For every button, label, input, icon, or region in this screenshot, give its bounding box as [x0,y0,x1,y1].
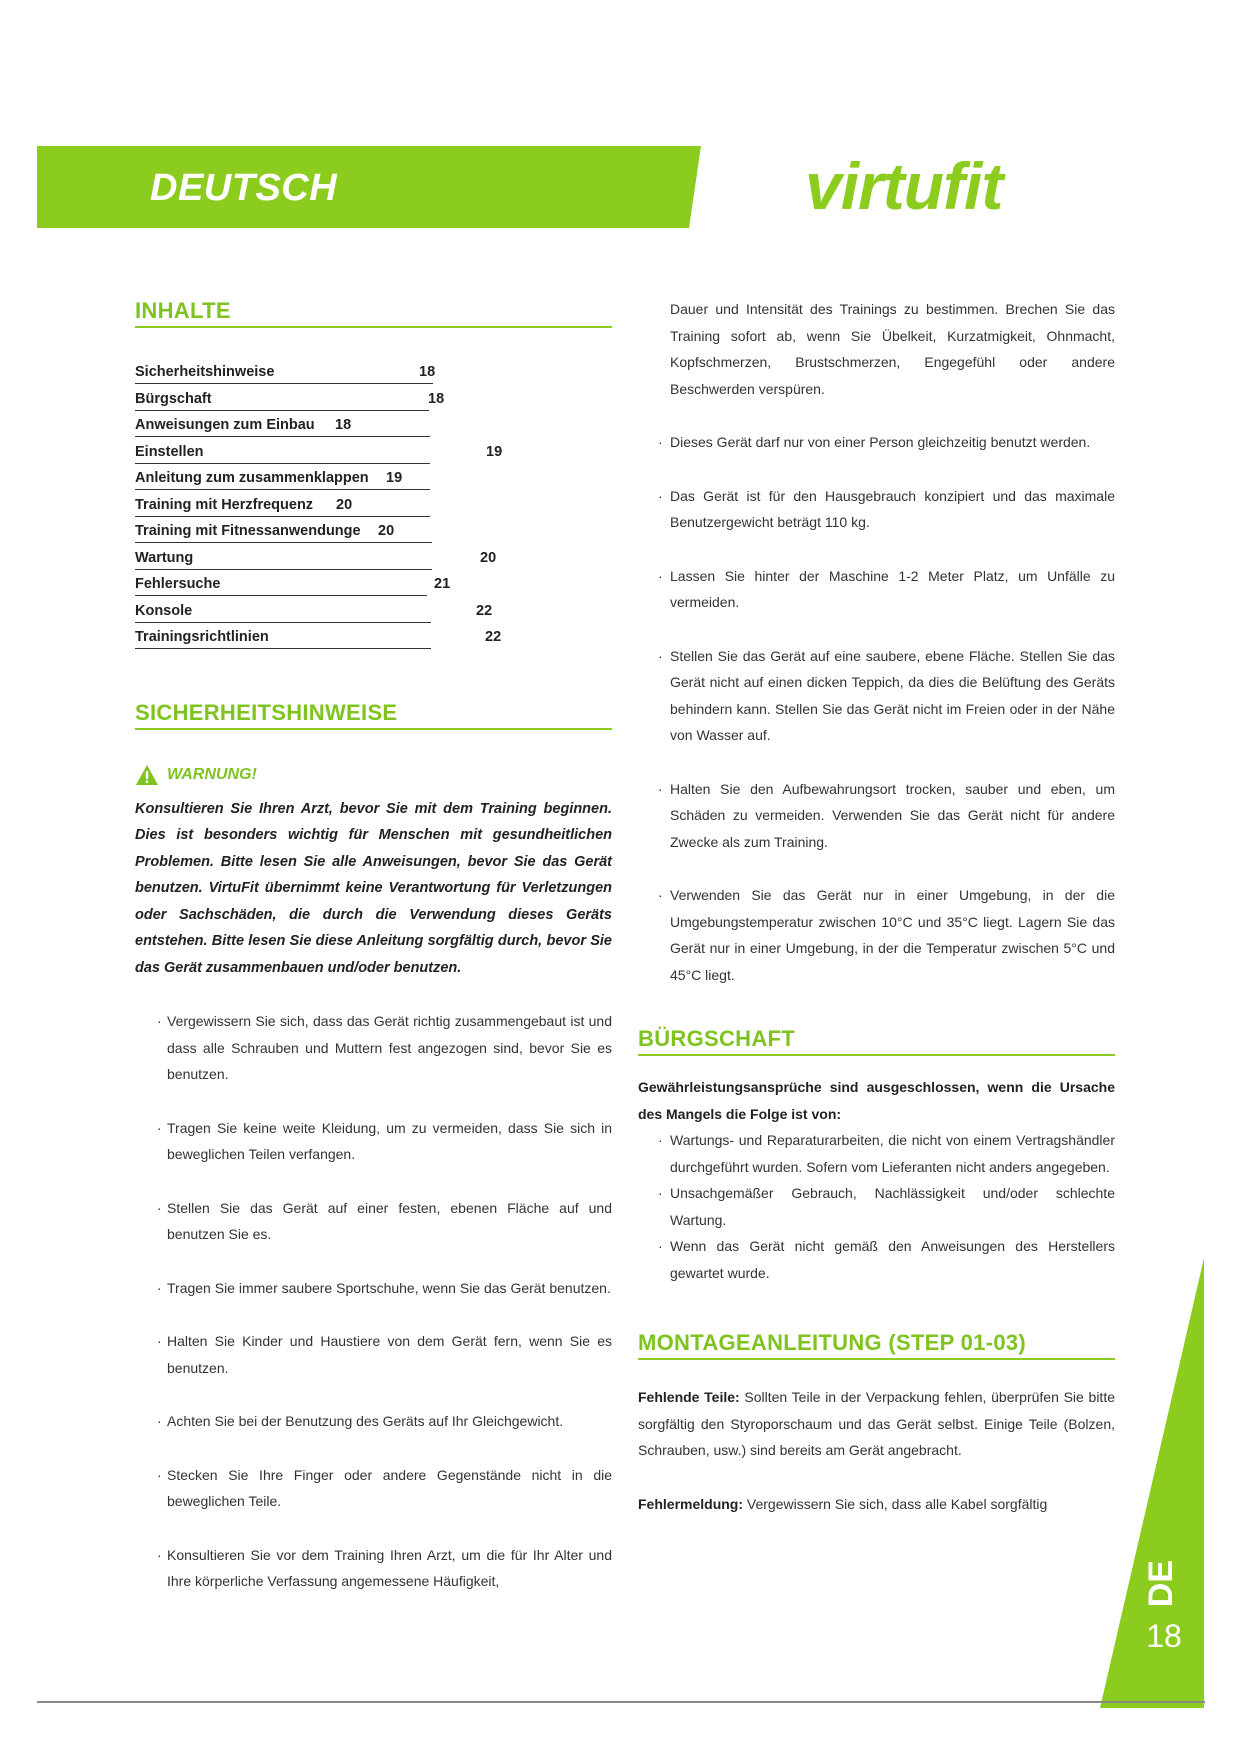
toc-label: Anleitung zum zusammenklappen [135,470,369,486]
toc-label: Training mit Herzfrequenz [135,496,314,513]
toc-page: 18 [428,390,445,407]
assembly-heading: MONTAGEANLEITUNG (STEP 01-03) [638,1330,1115,1360]
list-item: · Achten Sie bei der Benutzung des Geräts auf Ihr Gleichgewicht. [157,1413,564,1429]
list-item: · Das Gerät ist für den Hausgebrauch konzipiert und das maximale Benutzergewicht beträgt 110 kg. [658,487,1115,530]
list-item: · Tragen Sie immer saubere Sportschuhe, wenn Sie das Gerät benutzen. [157,1279,611,1296]
toc-item[interactable] [135,546,612,573]
toc-item[interactable] [135,360,612,387]
list-item: · Wartungs- und Reparaturarbeiten, die nicht von einem Vertragshändler durchgeführt wurden. Sofern vom Lieferanten nicht anders angegeben. [658,1132,1115,1175]
warranty-list [638,1127,1115,1286]
footer-divider [37,1701,1205,1703]
toc-item[interactable] [135,387,612,414]
toc-page: 19 [386,470,403,486]
list-item: · Halten Sie Kinder und Haustiere von dem Gerät fern, wenn Sie es benutzen. [157,1333,612,1376]
toc-underline [135,436,430,437]
toc-underline [135,569,432,570]
missing-parts-text: Fehlende Teile: Sollten Teile in der Verpackung fehlen, überprüfen Sie bitte sorgfältig den Styroporschaum und das Gerät selbst. Einige Teile (Bolzen, Schrauben, usw.) sind bereits am Gerät angebracht. [638,1389,1115,1458]
toc-item[interactable] [135,625,612,652]
toc-page: 22 [485,629,502,645]
table-of-contents [135,360,612,652]
list-item: · Wenn das Gerät nicht gemäß den Anweisungen des Herstellers gewartet wurde. [658,1238,1115,1281]
toc-underline [135,595,427,596]
right-column [638,298,1115,1517]
toc-page: 19 [486,443,503,460]
toc-page: 20 [378,523,395,539]
brand-logo: virtufit [805,149,1003,223]
toc-item[interactable] [135,493,612,520]
toc-underline [135,489,430,490]
toc-label: Einstellen [135,443,204,460]
safety-heading: SICHERHEITSHINWEISE [135,700,612,730]
toc-underline [135,542,432,543]
list-item: · Konsultieren Sie vor dem Training Ihren Arzt, um die für Ihr Alter und Ihre körperliche Verfassung angemessene Häufigkeit, [157,1546,612,1589]
list-item: · Stecken Sie Ihre Finger oder andere Gegenstände nicht in die beweglichen Teile. [157,1466,612,1509]
safety-continuation: Dauer und Intensität des Trainings zu bestimmen. Brechen Sie das Training sofort ab, wenn Sie Übelkeit, Kurzatmigkeit, Ohnmacht, Kopfschmerzen, Brustschmerzen, Engegefühl oder andere Beschwerden verspüren. [670,301,1115,397]
toc-label: Wartung [135,549,194,566]
toc-item[interactable] [135,466,612,493]
toc-underline [135,648,431,649]
list-item: · Unsachgemäßer Gebrauch, Nachlässigkeit und/oder schlechte Wartung. [658,1185,1115,1228]
contents-heading: INHALTE [135,298,612,328]
page-number: 18 [1146,1618,1182,1654]
toc-label: Bürgschaft [135,390,212,407]
toc-underline [135,516,430,517]
list-item: · Vergewissern Sie sich, dass das Gerät richtig zusammengebaut ist und dass alle Schrauben und Muttern fest angezogen sind, bevor Sie es benutzen. [157,1013,612,1082]
toc-label: Anweisungen zum Einbau [135,417,315,433]
error-message-text: Fehlermeldung: Vergewissern Sie sich, dass alle Kabel sorgfältig [638,1495,1048,1512]
safety-list-left [135,1008,612,1595]
toc-underline [135,383,433,384]
toc-page: 18 [335,417,352,433]
warning-heading [135,764,612,786]
toc-item[interactable] [135,440,612,467]
toc-label: Trainingsrichtlinien [135,629,269,645]
language-tab-label: DE [1142,1560,1180,1608]
language-title: DEUTSCH [150,167,338,209]
toc-underline [135,463,430,464]
toc-page: 22 [476,602,493,619]
warning-text: Konsultieren Sie Ihren Arzt, bevor Sie mit dem Training beginnen. Dies ist besonders wichtig für Menschen mit gesundheitlichen Problemen. Bitte lesen Sie alle Anweisungen, bevor Sie das Gerät benutzen. VirtuFit übernimmt keine Verantwortung für Verletzungen oder Sachschäden, die durch die Verwendung dieses Geräts entstehen. Bitte lesen Sie diese Anleitung sorgfältig durch, bevor Sie das Gerät zusammenbauen und/oder benutzen. [135,800,612,976]
toc-page: 20 [480,549,497,566]
list-item: · Stellen Sie das Gerät auf eine saubere, ebene Fläche. Stellen Sie das Gerät nicht auf einen dicken Teppich, da dies die Belüftung des Geräts behindern kann. Stellen Sie das Gerät nicht im Freien oder in der Nähe von Wasser auf. [658,647,1115,743]
toc-item[interactable] [135,599,612,626]
toc-label: Konsole [135,602,193,619]
list-item: · Dieses Gerät darf nur von einer Person gleichzeitig benutzt werden. [658,434,1091,450]
toc-page: 18 [419,364,436,380]
warranty-heading: BÜRGSCHAFT [638,1026,1115,1056]
list-item: · Verwenden Sie das Gerät nur in einer Umgebung, in der die Umgebungstemperatur zwischen 10°C und 35°C liegt. Lagern Sie das Gerät nur in einer Umgebung, in der die Temperatur zwischen 5°C und 45°C liegt. [658,887,1115,983]
warning-icon [135,764,159,786]
list-item: · Stellen Sie das Gerät auf einer festen, ebenen Fläche auf und benutzen Sie es. [157,1199,612,1242]
toc-label: Fehlersuche [135,576,221,592]
list-item: · Tragen Sie keine weite Kleidung, um zu vermeiden, dass Sie sich in beweglichen Teilen verfangen. [157,1119,612,1162]
toc-label: Training mit Fitnessanwendunge [135,523,361,539]
list-item: · Halten Sie den Aufbewahrungsort trocken, sauber und eben, um Schäden zu vermeiden. Verwenden Sie das Gerät nicht für andere Zwecke als zum Training. [658,780,1115,850]
left-column [135,298,612,1595]
toc-page: 21 [434,576,451,592]
toc-underline [135,410,429,411]
toc-page: 20 [336,496,353,513]
toc-label: Sicherheitshinweise [135,364,275,380]
toc-item[interactable] [135,413,612,440]
toc-item[interactable] [135,572,612,599]
safety-list-right [638,429,1115,988]
list-item: · Lassen Sie hinter der Maschine 1-2 Meter Platz, um Unfälle zu vermeiden. [658,567,1115,610]
warranty-intro: Gewährleistungsansprüche sind ausgeschlossen, wenn die Ursache des Mangels die Folge ist von: [638,1079,1115,1122]
warning-title: WARNUNG! [167,765,257,783]
toc-item[interactable] [135,519,612,546]
toc-underline [135,622,431,623]
header-banner [37,146,701,228]
